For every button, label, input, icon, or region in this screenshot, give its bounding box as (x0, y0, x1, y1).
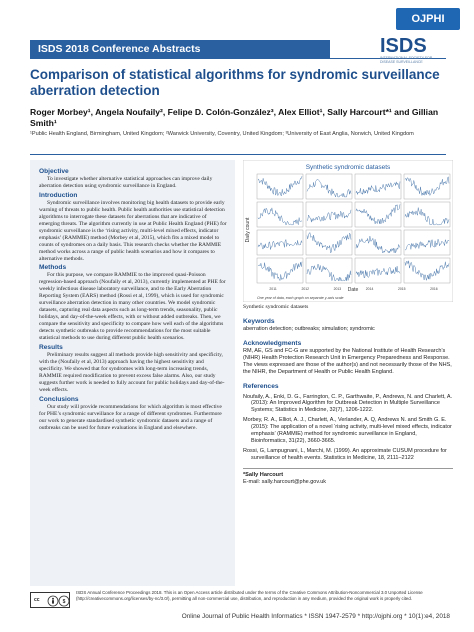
reference-item: Rossi, G, Lampugnani, L, Marchi, M. (1999). An approximate CUSUM procedure for surveillance of health events. Statistics in Medicine, 18, 2111–2122 (243, 447, 447, 461)
figure-subpanel (404, 258, 450, 283)
figure-subpanel (355, 202, 401, 227)
figure-caption: Synthetic syndromic datasets (243, 304, 309, 310)
acknowledgments-text: RM, AE, GS and FC-G are supported by the National Institute of Health Research’s (NIHR) Health Protection Research Unit in Emergency Preparedness and Response. The views expressed are those of the author(s) and not necessarily those of the NHS, the NIHR, the Department of Health or Public Health England. (243, 347, 452, 375)
conference-header: ISDS 2018 Conference Abstracts (30, 40, 330, 58)
affiliations: ¹Public Health England, Birmingham, United Kingdom; ²Warwick University, Coventry, United Kingdom; ³University of East Anglia, Norwich, United Kingdom (30, 131, 414, 137)
keywords-heading: Keywords (243, 318, 275, 325)
journal-citation-line: Online Journal of Public Health Informatics * ISSN 1947-2579 * http://ojphi.org * 10(1):e4, 2018 (181, 613, 450, 620)
conclusions-text: Our study will provide recommendations for which algorithm is most effective for PHE’s syndromic surveillance for a range of different syndromes. Furthermore our work to generate standardised synthetic syndromic datasets and a range of outbreaks can be used for future evaluations in England and elsewhere. (39, 403, 222, 431)
objective-heading: Objective (39, 168, 69, 175)
figure-note: One year of data, each graph on separate y-axis scale (257, 296, 344, 300)
figure-subpanel (404, 202, 450, 227)
cc-license-icon (31, 593, 71, 609)
author-list: Roger Morbey¹, Angela Noufaily², Felipe D. Colón-González³, Alex Elliot¹, Sally Harcourt*¹ and Gillian Smith¹ (30, 107, 439, 128)
abstract-body (30, 160, 453, 586)
figure-year-tick: 2013 (333, 287, 342, 291)
figure-year-tick: 2015 (397, 287, 406, 291)
correspondence-divider (243, 468, 453, 469)
figure-subpanel (355, 230, 401, 255)
figure-subpanel (404, 174, 450, 199)
figure-year-tick: 2012 (301, 287, 310, 291)
isds-logo-subtext: INTERNATIONAL SOCIETY FOR DISEASE SURVEILLANCE (380, 56, 433, 64)
introduction-heading: Introduction (39, 191, 78, 199)
figure-subpanel (306, 258, 352, 283)
figure-panel-grid (243, 160, 453, 302)
keywords-text: aberration detection; outbreaks; simulation; syndromic (243, 326, 375, 332)
correspondence-name: *Sally Harcourt (243, 471, 284, 478)
figure-y-label: Daily count (245, 217, 251, 243)
figure-subpanel (355, 174, 401, 199)
acknowledgments-heading: Acknowledgments (243, 339, 302, 347)
figure-subpanel (355, 258, 401, 283)
cc-badge-text: cc (34, 597, 40, 603)
page-footer (30, 590, 450, 620)
creative-commons-badge[interactable] (30, 592, 70, 608)
correspondence-email[interactable]: E-mail: sally.harcourt@phe.gov.uk (243, 478, 327, 485)
journal-badge: OJPHI (396, 8, 460, 30)
title-divider (30, 154, 446, 155)
figure-x-label: Date (347, 287, 359, 293)
introduction-text: Syndromic surveillance involves monitoring big health datasets to provide early warning of threats to public health. Public health authorities use statistical detection algorithms to interrogate these datasets for aberrations that are indicative of emerging threats. The algorithm currently in use at Public Health England (PHE) for syndromic surveillance is the ‘rising activity, multi-level mixed effects, indicator emphasis’ (RAMMIE) method (Morbey et al, 2015), which fits a mixed model to counts of syndromes on a daily basis. This research checks whether the RAMMIE method works across a range of public health scenarios and how it compares to alternative methods. (39, 199, 227, 262)
objective-text: To investigate whether alternative statistical approaches can improve daily aberration detection using syndromic surveillance in England. (39, 176, 213, 189)
reference-item: Morbey, R. A., Elliot, A. J., Charlett, A., Verlander, A. Q, Andrews N. and Smith G. E. (2015): The application of a novel ‘rising activity, multi-level mixed effects, indicator emphasis’ (RAMMIE) method for syndromic surveillance in England, Bioinformatics, 31(22), 3660-3665. (243, 417, 452, 444)
references-heading: References (243, 382, 279, 390)
figure-title: Synthetic syndromic datasets (305, 164, 391, 171)
results-text: Preliminary results suggest all methods provide high sensitivity and specificity, with the (Noufaily et al, 2013) approach having the highest sensitivity and specificity. We showed that for syndromes with long-term increasing trends, RAMMIE required modification to prevent excess false alarms. Also, our study suggests further work is needed to fully account for public holidays and day-of-the-week effects. (39, 352, 225, 393)
left-column (30, 160, 235, 586)
reference-item: Noufaily, A., Enki, D. G., Farrington, C. P., Garthwaite, P., Andrews, N. and Charlett, A. (2013): An Improved Algorithm for Outbreak Detection in Multiple Surveillance Systems; Statistics in Medicine, 32(7), 1206-1222. (243, 393, 453, 414)
figure-subpanel (257, 174, 303, 199)
methods-text: For this purpose, we compare RAMMIE to the improved quasi-Poisson regression-based approach (Noufaily et al, 2013), currently implemented at PHE for weekly infectious disease laboratory surveillance, and to the Early Aberration Reporting System (EARS) method (Rossi et al, 1999), which is used for syndromic surveillance aberration detection in many other countries. We model syndromic datasets, capturing real data aspects such as long-term trends, seasonality, public holidays, and day-of-the-week effects, with or without added outbreaks. Then, we compare the sensitivity and specificity to compare how well each of the algorithms detects synthetic outbreaks to provide recommendations for the most suitable statistical methods to use during different public health scenarios. (39, 272, 226, 342)
figure-subpanel (306, 230, 352, 255)
conclusions-heading: Conclusions (39, 395, 79, 403)
license-note: ISDS Annual Conference Proceedings 2018. This is an Open Access article distributed under the terms of the Creative Commons Attribution-Noncommercial 3.0 Unported License (http://creativecommons.org/licenses/by-nc/3.0/), permitting all non-commercial use, distribution, and reproduction in any medium, provided the original work is properly cited. (76, 590, 423, 601)
figure-year-tick: 2014 (365, 287, 374, 291)
figure-year-tick: 2016 (430, 287, 438, 291)
methods-heading: Methods (39, 264, 67, 272)
figure-year-tick: 2011 (269, 287, 277, 291)
paper-title: Comparison of statistical algorithms for syndromic surveillance aberration detection (30, 67, 440, 98)
right-column (243, 160, 453, 586)
synthetic-datasets-figure (243, 160, 453, 302)
svg-text:$: $ (62, 599, 66, 605)
isds-logo (380, 36, 448, 68)
results-heading: Results (39, 344, 63, 352)
isds-logo-text: ISDS (380, 35, 427, 57)
